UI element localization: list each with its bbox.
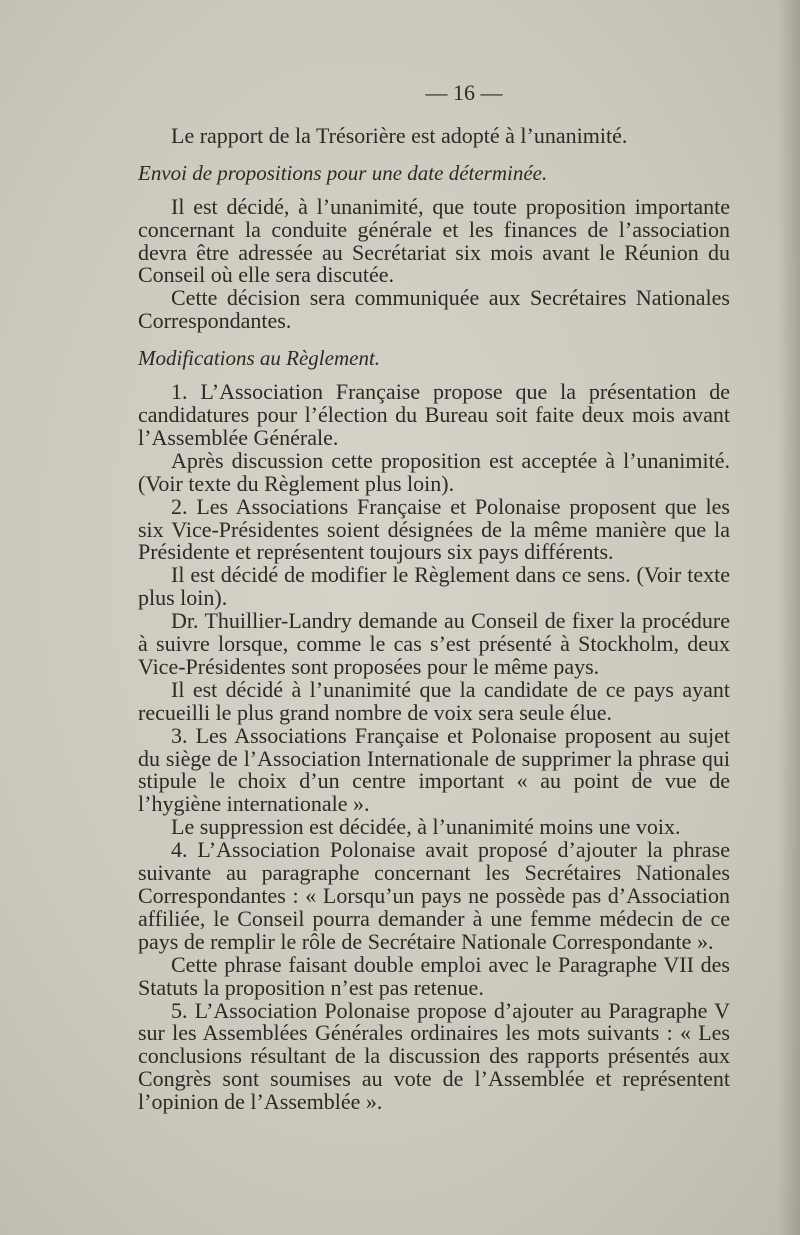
paragraph-item-3-result: Le suppression est décidée, à l’unanimité moins une voix. bbox=[171, 814, 681, 840]
text-body bbox=[138, 82, 730, 1114]
paragraph-treasurer-report: Le rapport de la Trésorière est adopté à l’unanimité. bbox=[171, 122, 628, 148]
paragraph-thuillier-result: Il est décidé à l’unanimité que la candidate de ce pays ayant recueilli le plus grand nombre de voix sera seule élue. bbox=[138, 676, 730, 725]
paragraph-communicated: Cette décision sera communiquée aux Secrétaires Nationales Correspondantes. bbox=[138, 285, 730, 334]
paragraph-item-5: 5. L’Association Polonaise propose d’ajouter au Paragraphe V sur les Assemblées Générales ordinaires les mots suivants : « Les conclusions résultant de la discussion des rapports présentés aux Congrès sont soumises au vote de l’Assemblée et représentent l’opinion de l’Assemblée ». bbox=[138, 997, 730, 1115]
paragraph-decision-deadline: Il est décidé, à l’unanimité, que toute proposition importante concernant la conduite générale et les finances de l’association devra être adressée au Secrétariat six mois avant le Réunion du Conseil où elle sera discutée. bbox=[138, 193, 730, 288]
paragraph-item-4-result: Cette phrase faisant double emploi avec le Paragraphe VII des Statuts la proposition n’est pas retenue. bbox=[138, 951, 730, 1000]
paragraph-item-1: 1. L’Association Française propose que la présentation de candidatures pour l’élection du Bureau soit faite deux mois avant l’Assemblée Générale. bbox=[138, 379, 730, 450]
paragraph-item-1-result: Après discussion cette proposition est acceptée à l’unanimité. (Voir texte du Règlement plus loin). bbox=[138, 447, 730, 496]
heading-rule-changes: Modifications au Règlement. bbox=[138, 346, 381, 371]
paragraph-thuillier-landry: Dr. Thuillier-Landry demande au Conseil de fixer la procédure à suivre lorsque, comme le cas s’est présenté à Stockholm, deux Vice-Présidentes sont proposées pour le même pays. bbox=[138, 608, 730, 679]
paragraph-item-2-result: Il est décidé de modifier le Règlement dans ce sens. (Voir texte plus loin). bbox=[138, 562, 730, 611]
page-number: — 16 — bbox=[425, 80, 503, 105]
paragraph-item-4: 4. L’Association Polonaise avait proposé d’ajouter la phrase suivante au paragraphe concernant les Secrétaires Nationales Correspondantes : « Lorsqu’un pays ne possède pas d’Association affiliée, le Conseil pourra demander à une femme médecin de ce pays de remplir le rôle de Secrétaire Nationale Correspondante ». bbox=[138, 837, 730, 954]
paragraph-item-2: 2. Les Associations Française et Polonaise proposent que les six Vice-Présidentes soient désignées de la même manière que la Présidente et représentent toujours six pays différents. bbox=[138, 493, 730, 565]
paragraph-item-3: 3. Les Associations Française et Polonaise proposent au sujet du siège de l’Association Internationale de supprimer la phrase qui stipule le choix d’un centre important « au point de vue de l’hygiène internationale ». bbox=[138, 722, 730, 817]
heading-send-proposals: Envoi de propositions pour une date déterminée. bbox=[138, 160, 548, 185]
page-edge-shadow bbox=[778, 0, 800, 1235]
